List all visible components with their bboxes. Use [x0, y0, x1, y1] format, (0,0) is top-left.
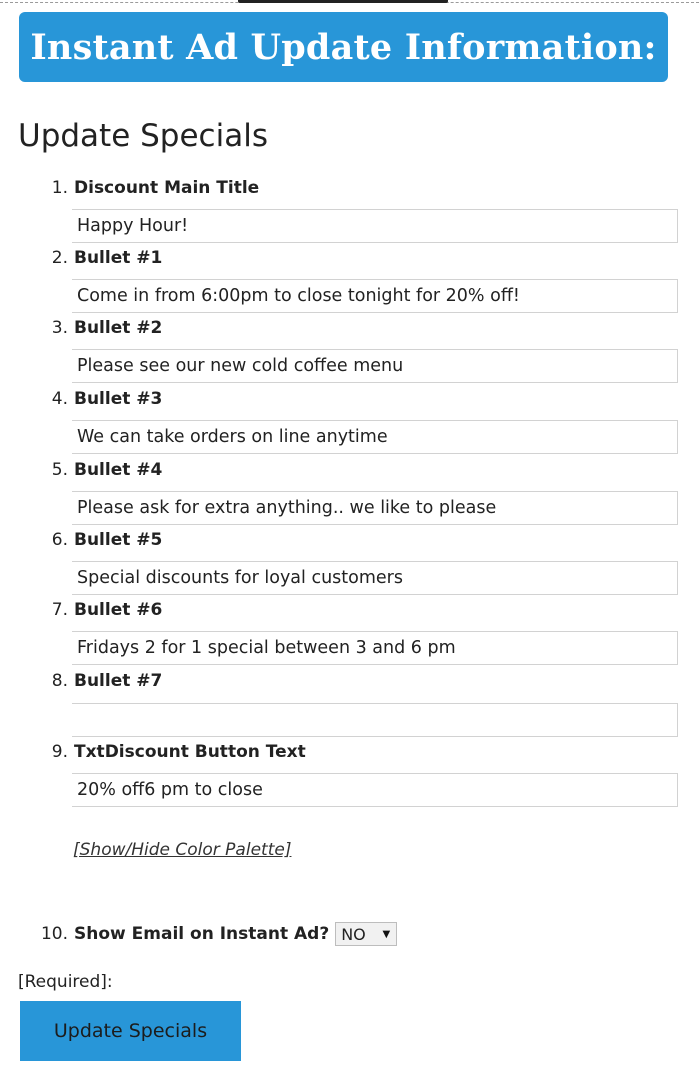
field-number: 10. [40, 924, 68, 944]
field-number: 1. [51, 178, 68, 198]
select-value: NO [341, 924, 366, 944]
bullet-2-input[interactable] [72, 349, 678, 383]
discount-main-title-input[interactable] [72, 209, 678, 243]
field-number: 3. [51, 318, 68, 338]
field-label-discount-button-text [44, 742, 306, 762]
field-label-bullet-3 [44, 389, 162, 409]
bullet-5-input[interactable] [72, 561, 678, 595]
field-label-discount-main-title [44, 178, 259, 198]
field-label-text: Bullet #4 [74, 460, 163, 480]
bullet-6-input[interactable] [72, 631, 678, 665]
header-banner [19, 12, 668, 82]
field-number: 2. [51, 248, 68, 268]
field-label-bullet-1 [44, 248, 162, 268]
field-number: 4. [51, 389, 68, 409]
field-label-text: Bullet #6 [74, 600, 163, 620]
show-email-option [36, 921, 397, 947]
field-label-bullet-2 [44, 318, 162, 338]
field-label-text: Bullet #1 [74, 248, 163, 268]
discount-button-text-input[interactable] [72, 773, 678, 807]
field-number: 9. [51, 742, 68, 762]
clipped-header-strip [0, 0, 699, 6]
field-label-text: TxtDiscount Button Text [74, 742, 306, 762]
field-number: 8. [51, 671, 68, 691]
required-note: [Required]: [18, 972, 113, 992]
field-label-text: Discount Main Title [74, 178, 260, 198]
bullet-4-input[interactable] [72, 491, 678, 525]
field-label-bullet-4 [44, 460, 162, 480]
section-title: Update Specials [18, 118, 268, 154]
bullet-1-input[interactable] [72, 279, 678, 313]
bullet-3-input[interactable] [72, 420, 678, 454]
field-label-text: Bullet #3 [74, 389, 163, 409]
field-label-bullet-6 [44, 600, 162, 620]
show-email-select[interactable] [335, 922, 397, 946]
update-specials-button[interactable]: Update Specials [20, 1001, 241, 1061]
clipped-text [238, 0, 448, 3]
field-number: 7. [51, 600, 68, 620]
header-title: Instant Ad Update Information: [30, 26, 657, 68]
show-hide-color-palette-link[interactable]: [Show/Hide Color Palette] [73, 840, 292, 860]
triangle-down-icon: ▼ [382, 928, 391, 940]
field-number: 6. [51, 530, 68, 550]
field-label-bullet-7 [44, 671, 162, 691]
field-label-text: Bullet #2 [74, 318, 163, 338]
field-label-text: Bullet #7 [74, 671, 163, 691]
field-label-bullet-5 [44, 530, 162, 550]
field-label-text: Show Email on Instant Ad? [74, 924, 330, 944]
field-number: 5. [51, 460, 68, 480]
bullet-7-input[interactable] [72, 703, 678, 737]
field-label-text: Bullet #5 [74, 530, 163, 550]
